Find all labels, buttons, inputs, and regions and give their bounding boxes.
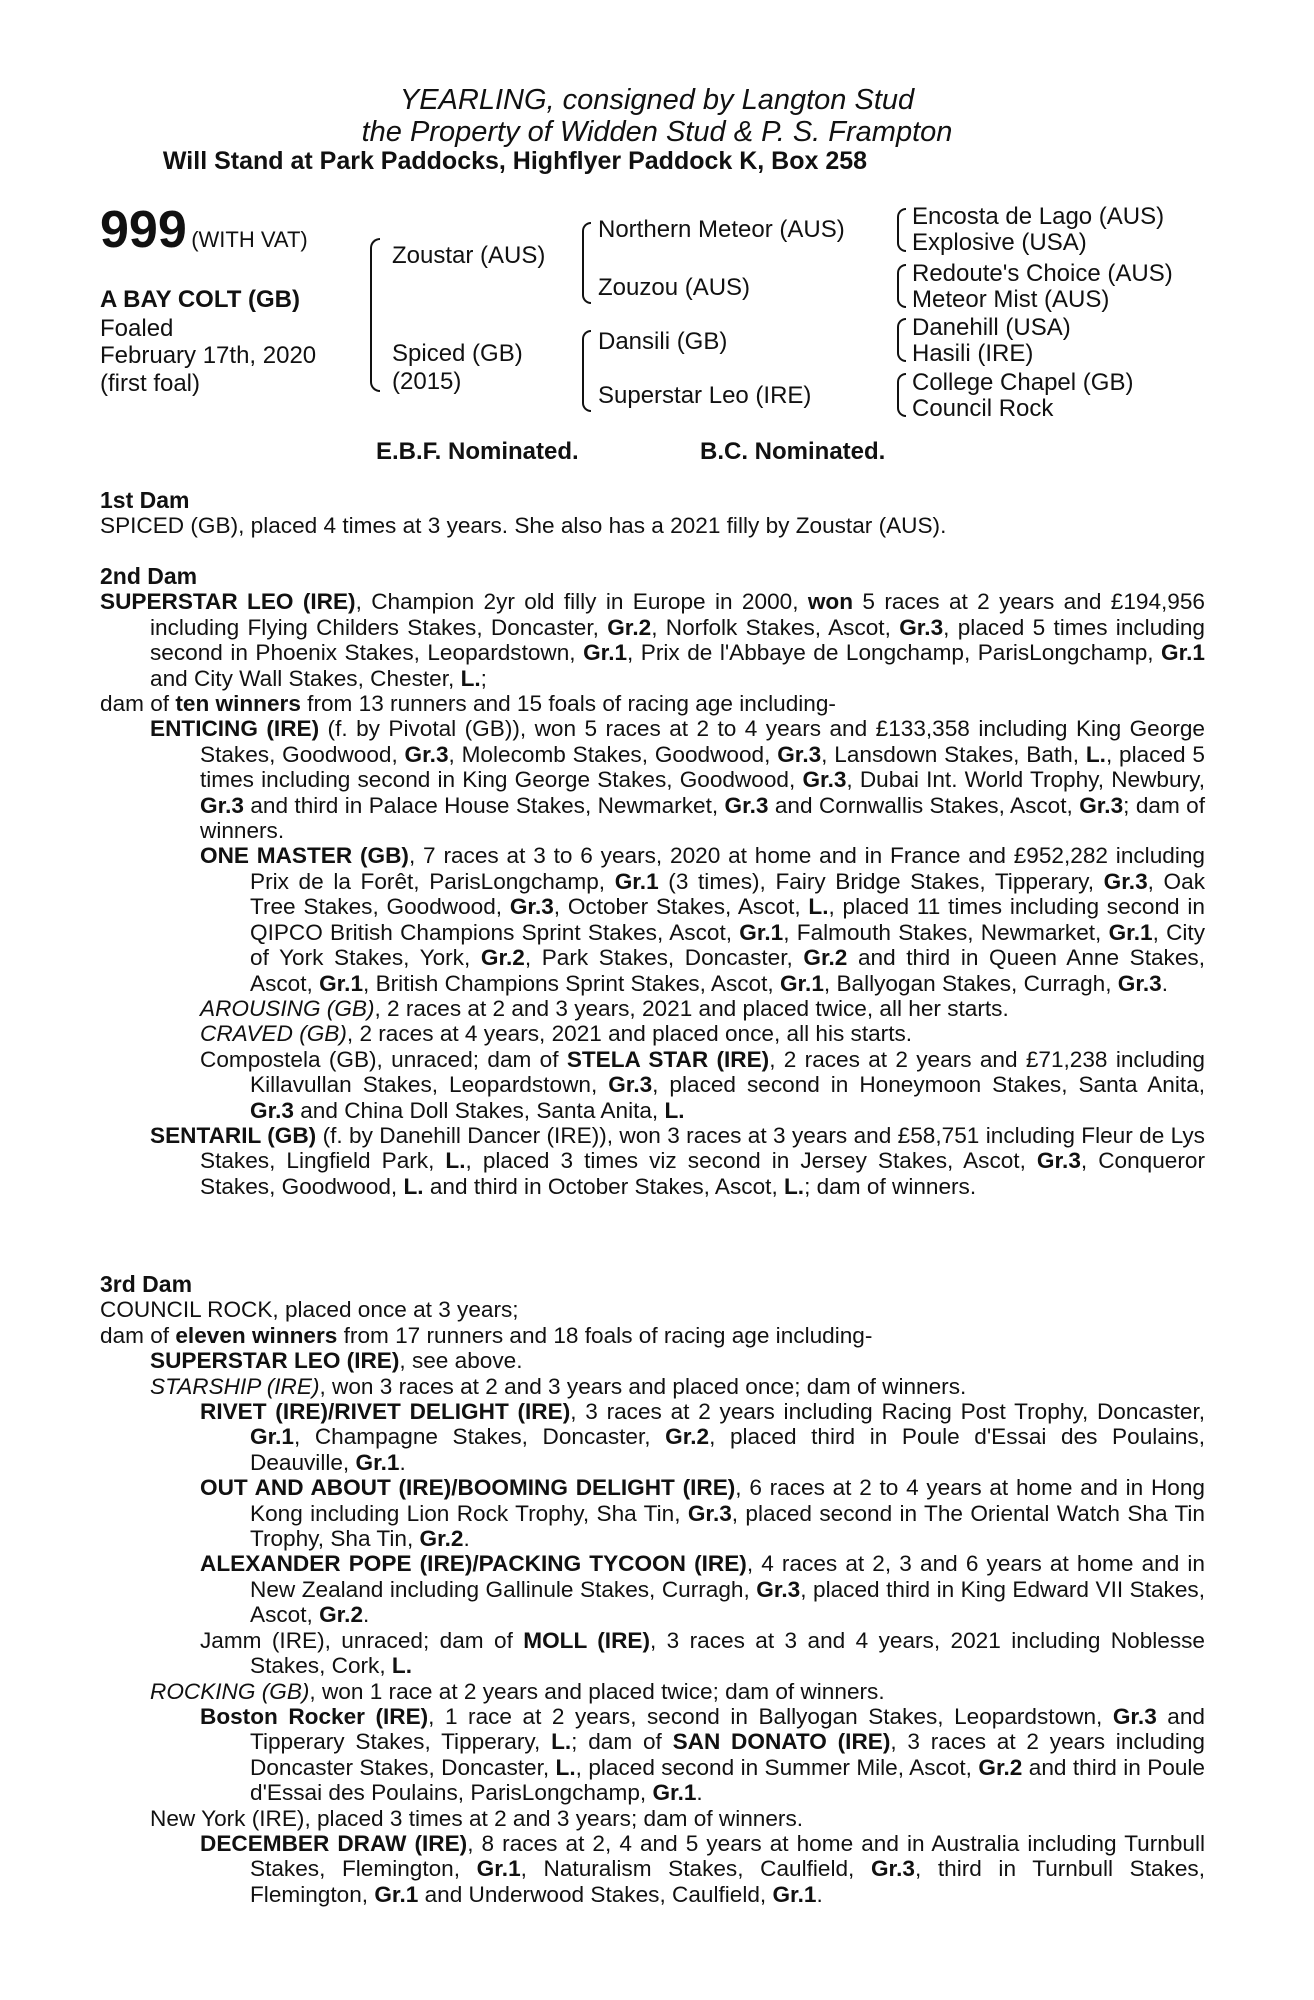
italic-run: ROCKING (GB) — [150, 1678, 310, 1704]
pedigree-brace-ds — [897, 318, 906, 362]
text-run: , City of York Stakes, York, — [250, 919, 1206, 971]
bold-run: Gr.3 — [509, 894, 554, 920]
text-run: Compostela (GB), unraced; dam of — [200, 1046, 567, 1072]
bold-run: Gr.1 — [614, 868, 659, 894]
bold-run: Gr.3 — [777, 741, 822, 767]
text-run: dam of — [100, 691, 176, 717]
third-dam-section — [100, 1272, 1205, 1907]
bold-run: Gr.2 — [419, 1526, 464, 1552]
bold-run: Gr.3 — [1079, 792, 1124, 818]
text-run: and third in Poule d'Essai des Poulains, ParisLongchamp, — [250, 1754, 1205, 1806]
italic-run: STARSHIP (IRE) — [150, 1373, 320, 1399]
third-dam-produce-summary — [100, 1323, 1205, 1348]
text-run: , placed second in The Oriental Watch Sha Tin Trophy, Sha Tin, — [250, 1500, 1205, 1552]
text-run: , 2 races at 2 years and £71,238 including Killavullan Stakes, Leopardstown, — [250, 1046, 1205, 1098]
text-run: . — [399, 1449, 406, 1475]
bold-run: Gr.2 — [480, 945, 525, 971]
produce-arousing — [100, 996, 1205, 1021]
text-run: . — [696, 1780, 703, 1806]
text-run: , 3 races at 3 and 4 years, 2021 including Noblesse Stakes, Cork, — [250, 1627, 1206, 1679]
bold-run: Gr.1 — [476, 1856, 521, 1882]
text-run: COUNCIL ROCK, placed once at 3 years; — [100, 1297, 519, 1323]
bold-run: Gr.2 — [978, 1754, 1023, 1780]
text-run: , 2 races at 4 years, 2021 and placed once, all his starts. — [346, 1021, 913, 1047]
text-run: , Ballyogan Stakes, Curragh, — [823, 970, 1118, 996]
bold-run: L. — [808, 894, 829, 920]
text-run: , Prix de l'Abbaye de Longchamp, ParisLongchamp, — [627, 640, 1162, 666]
text-run: and Tipperary Stakes, Tipperary, — [250, 1703, 1205, 1755]
produce-out-and-about — [100, 1475, 1205, 1551]
bold-run: Gr.1 — [355, 1449, 400, 1475]
text-run: , won 1 race at 2 years and placed twice; dam of winners. — [309, 1678, 885, 1704]
stand-location: Will Stand at Park Paddocks, Highflyer Paddock K, Box 258 — [162, 147, 868, 175]
sire-dam-sire: Redoute's Choice (AUS) — [912, 260, 1173, 287]
bold-run: Gr.1 — [250, 1424, 294, 1450]
bold-run: Gr.1 — [1108, 919, 1153, 945]
text-run: , Dubai Int. World Trophy, Newbury, — [846, 767, 1205, 793]
text-run: from 17 runners and 18 foals of racing age including- — [337, 1322, 873, 1348]
bold-run: ten winners — [175, 691, 301, 717]
second-dam-heading: 2nd Dam — [100, 563, 198, 589]
bold-run: eleven winners — [175, 1322, 338, 1348]
second-dam-record — [100, 589, 1205, 691]
bold-run: MOLL (IRE) — [523, 1627, 650, 1653]
bold-run: L. — [460, 665, 481, 691]
text-run: , placed 11 times including second in QIPCO British Champions Sprint Stakes, Ascot, — [250, 894, 1205, 945]
second-dam-produce-summary — [100, 691, 1205, 716]
text-run: (f. by Danehill Dancer (IRE)), won 3 races at 3 years and £58,751 including Fleur de Lys Stakes, Lingfield Park, — [200, 1122, 1205, 1174]
third-dam-record — [100, 1297, 1205, 1322]
text-run: , British Champions Sprint Stakes, Ascot, — [363, 970, 780, 996]
bold-run: SUPERSTAR LEO (IRE) — [150, 1348, 400, 1374]
bold-run: L. — [403, 1173, 424, 1199]
produce-jamm — [100, 1628, 1205, 1679]
text-run: ; — [480, 665, 487, 691]
text-run: , placed 3 times viz second in Jersey Stakes, Ascot, — [465, 1148, 1037, 1174]
ebf-nomination: E.B.F. Nominated. — [376, 438, 579, 465]
text-run: (f. by Pivotal (GB)), won 5 races at 2 to 4 years and £133,358 including King George Stakes, Goodwood, — [200, 716, 1205, 767]
first-dam-section — [100, 488, 1205, 539]
third-dam-heading: 3rd Dam — [100, 1271, 193, 1297]
bold-run: Gr.1 — [739, 919, 784, 945]
lot-title: A BAY COLT (GB) — [100, 286, 301, 313]
text-run: and third in Palace House Stakes, Newmarket, — [243, 792, 725, 818]
text-run: and third in October Stakes, Ascot, — [423, 1173, 784, 1199]
text-run: , Oak Tree Stakes, Goodwood, — [250, 868, 1205, 920]
text-run: , placed third in Poule d'Essai des Poulains, Deauville, — [250, 1424, 1206, 1475]
text-run: , 4 races at 2, 3 and 6 years at home and in New Zealand including Gallinule Stakes, Curragh, — [250, 1551, 1205, 1602]
dam-sire-dam: Hasili (IRE) — [912, 340, 1034, 367]
text-run: and third in Queen Anne Stakes, Ascot, — [250, 945, 1205, 996]
pedigree-brace-sd — [897, 264, 906, 308]
bold-run: OUT AND ABOUT (IRE)/BOOMING DELIGHT (IRE) — [200, 1475, 736, 1501]
bold-run: Gr.1 — [779, 970, 824, 996]
text-run: dam of — [100, 1322, 176, 1348]
dam-year: (2015) — [392, 368, 462, 395]
bold-run: Gr.3 — [724, 792, 769, 818]
bold-run: L. — [1085, 741, 1106, 767]
produce-rivet — [100, 1399, 1205, 1475]
text-run: , Park Stakes, Doncaster, — [524, 945, 804, 971]
second-dam-section — [100, 564, 1205, 1199]
text-run: , Champion 2yr old filly in Europe in 2000, — [355, 589, 808, 615]
bold-run: Gr.1 — [374, 1881, 419, 1907]
bold-run: won — [807, 589, 854, 615]
produce-alexander-pope — [100, 1551, 1205, 1627]
produce-december-draw — [100, 1831, 1205, 1907]
foaled-date: February 17th, 2020 — [100, 342, 317, 369]
bold-run: Gr.2 — [803, 945, 848, 971]
produce-compostela — [100, 1047, 1205, 1123]
bold-run: Gr.3 — [687, 1500, 732, 1526]
produce-superstar-leo — [100, 1348, 1205, 1373]
sire-dam-dam: Meteor Mist (AUS) — [912, 286, 1110, 313]
text-run: and Cornwallis Stakes, Ascot, — [768, 792, 1080, 818]
text-run: , placed third in King Edward VII Stakes, Ascot, — [250, 1576, 1205, 1628]
text-run: and China Doll Stakes, Santa Anita, — [293, 1097, 665, 1123]
text-run: , placed 5 times including second in Phoenix Stakes, Leopardstown, — [150, 614, 1205, 666]
pedigree-brace-main — [370, 238, 380, 392]
bold-run: L. — [445, 1148, 466, 1174]
text-run: , placed second in Honeymoon Stakes, Santa Anita, — [652, 1072, 1205, 1098]
bold-run: Gr.1 — [319, 970, 364, 996]
text-run: . — [463, 1526, 470, 1552]
text-run: , Naturalism Stakes, Caulfield, — [520, 1856, 871, 1882]
text-run: , third in Turnbull Stakes, Flemington, — [250, 1856, 1206, 1907]
bold-run: SENTARIL (GB) — [150, 1122, 317, 1148]
bold-run: Gr.2 — [665, 1424, 710, 1450]
text-run: , placed 5 times including second in King George Stakes, Goodwood, — [200, 741, 1205, 793]
sire-sire: Northern Meteor (AUS) — [598, 216, 845, 243]
lot-number: 999 — [100, 201, 187, 259]
dam-dam: Superstar Leo (IRE) — [598, 382, 812, 409]
first-dam-heading: 1st Dam — [100, 487, 190, 513]
text-run: , Norfolk Stakes, Ascot, — [651, 614, 900, 640]
text-run: , 8 races at 2, 4 and 5 years at home and in Australia including Turnbull Stakes, Flemington, — [250, 1830, 1206, 1882]
text-run: (3 times), Fairy Bridge Stakes, Tipperary, — [658, 868, 1104, 894]
bold-run: L. — [784, 1173, 805, 1199]
pedigree-brace-sire — [582, 222, 591, 304]
bold-run: ALEXANDER POPE (IRE)/PACKING TYCOON (IRE) — [200, 1551, 747, 1577]
text-run: , 3 races at 2 years including Doncaster Stakes, Doncaster, — [250, 1729, 1205, 1780]
dam: Spiced (GB) — [392, 340, 523, 367]
bold-run: Gr.1 — [1161, 640, 1205, 666]
bold-run: Gr.3 — [899, 614, 944, 640]
bold-run: SUPERSTAR LEO (IRE) — [100, 589, 356, 615]
bold-run: Gr.3 — [1112, 1703, 1157, 1729]
dam-sire: Dansili (GB) — [598, 328, 728, 355]
bold-run: Gr.3 — [1036, 1148, 1081, 1174]
bold-run: Gr.3 — [756, 1576, 801, 1602]
sire-sire-dam: Explosive (USA) — [912, 229, 1087, 256]
italic-run: CRAVED (GB) — [200, 1021, 347, 1047]
text-run: and City Wall Stakes, Chester, — [150, 665, 461, 691]
produce-enticing — [100, 716, 1205, 843]
bold-run: Gr.3 — [404, 741, 449, 767]
pedigree-brace-dd — [897, 373, 906, 417]
text-run: , October Stakes, Ascot, — [553, 894, 809, 920]
pedigree-brace-ss — [897, 208, 906, 252]
text-run: 5 races at 2 years and £194,956 including Flying Childers Stakes, Doncaster, — [150, 589, 1205, 640]
sire-dam: Zouzou (AUS) — [598, 274, 751, 301]
text-run: , Conqueror Stakes, Goodwood, — [200, 1148, 1205, 1199]
text-run: , 1 race at 2 years, second in Ballyogan Stakes, Leopardstown, — [428, 1703, 1113, 1729]
foaled-label: Foaled — [100, 315, 174, 342]
lot-number-block — [100, 202, 308, 258]
text-run: , Lansdown Stakes, Bath, — [821, 741, 1086, 767]
vat-note: (WITH VAT) — [191, 227, 308, 252]
bold-run: L. — [555, 1754, 576, 1780]
bold-run: Gr.1 — [583, 640, 628, 666]
bold-run: Gr.3 — [250, 1097, 294, 1123]
bold-run: ENTICING (IRE) — [150, 716, 320, 742]
produce-one-master — [100, 843, 1205, 995]
sire: Zoustar (AUS) — [392, 242, 546, 269]
pedigree-brace-dam — [582, 330, 591, 412]
first-dam-text: SPICED (GB), placed 4 times at 3 years. She also has a 2021 filly by Zoustar (AUS). — [100, 513, 947, 539]
text-run: , Champagne Stakes, Doncaster, — [293, 1424, 666, 1450]
bold-run: Boston Rocker (IRE) — [200, 1703, 429, 1729]
bold-run: Gr.2 — [319, 1602, 364, 1628]
text-run: , placed second in Summer Mile, Ascot, — [575, 1754, 979, 1780]
text-run: , 6 races at 2 to 4 years at home and in Hong Kong including Lion Rock Trophy, Sha Tin, — [250, 1475, 1205, 1526]
text-run: Jamm (IRE), unraced; dam of — [200, 1627, 524, 1653]
text-run: New York (IRE), placed 3 times at 2 and 3 years; dam of winners. — [150, 1805, 804, 1831]
produce-boston-rocker — [100, 1704, 1205, 1806]
text-run: , 2 races at 2 and 3 years, 2021 and placed twice, all her starts. — [374, 995, 1009, 1021]
bold-run: Gr.3 — [802, 767, 847, 793]
dam-dam-sire: College Chapel (GB) — [912, 369, 1134, 396]
produce-starship — [100, 1374, 1205, 1399]
bold-run: Gr.3 — [1117, 970, 1162, 996]
bold-run: Gr.3 — [608, 1072, 653, 1098]
bold-run: SAN DONATO (IRE) — [672, 1729, 891, 1755]
bold-run: ONE MASTER (GB) — [200, 843, 409, 869]
text-run: , see above. — [399, 1348, 523, 1374]
sire-sire-sire: Encosta de Lago (AUS) — [912, 203, 1165, 230]
bold-run: Gr.3 — [200, 792, 244, 818]
text-run: ; dam of winners. — [804, 1173, 977, 1199]
bold-run: Gr.2 — [607, 614, 652, 640]
text-run: . — [363, 1602, 370, 1628]
bold-run: RIVET (IRE)/RIVET DELIGHT (IRE) — [200, 1399, 571, 1425]
produce-rocking — [100, 1679, 1205, 1704]
bold-run: Gr.3 — [870, 1856, 915, 1882]
text-run: . — [1161, 970, 1169, 996]
bold-run: L. — [391, 1653, 412, 1679]
text-run: , Falmouth Stakes, Newmarket, — [783, 919, 1109, 945]
text-run: , won 3 races at 2 and 3 years and placed once; dam of winners. — [319, 1373, 967, 1399]
text-run: ; dam of — [571, 1729, 673, 1755]
text-run: , 3 races at 2 years including Racing Post Trophy, Doncaster, — [570, 1399, 1205, 1425]
text-run: ; dam of winners. — [200, 792, 1205, 844]
bold-run: L. — [664, 1097, 685, 1123]
bold-run: DECEMBER DRAW (IRE) — [200, 1830, 468, 1856]
text-run: and Underwood Stakes, Caulfield, — [418, 1881, 773, 1907]
bold-run: STELA STAR (IRE) — [566, 1046, 770, 1072]
text-run: from 13 runners and 15 foals of racing age including- — [300, 691, 836, 717]
dam-dam-dam: Council Rock — [912, 395, 1054, 422]
text-run: . — [816, 1881, 823, 1907]
bold-run: Gr.3 — [1103, 868, 1148, 894]
property-line: the Property of Widden Stud & P. S. Frampton — [361, 116, 953, 148]
first-foal-note: (first foal) — [100, 370, 201, 397]
consignor-line: YEARLING, consigned by Langton Stud — [399, 84, 915, 116]
produce-new-york — [100, 1806, 1205, 1831]
text-run: , 7 races at 3 to 6 years, 2020 at home and in France and £952,282 including Prix de la Forêt, ParisLongchamp, — [250, 843, 1205, 894]
bc-nomination: B.C. Nominated. — [700, 438, 886, 465]
italic-run: AROUSING (GB) — [200, 995, 375, 1021]
produce-sentaril — [100, 1123, 1205, 1199]
bold-run: L. — [551, 1729, 572, 1755]
dam-sire-sire: Danehill (USA) — [912, 314, 1071, 341]
bold-run: Gr.1 — [772, 1881, 817, 1907]
text-run: , Molecomb Stakes, Goodwood, — [448, 741, 778, 767]
produce-craved — [100, 1021, 1205, 1046]
bold-run: Gr.1 — [652, 1780, 697, 1806]
